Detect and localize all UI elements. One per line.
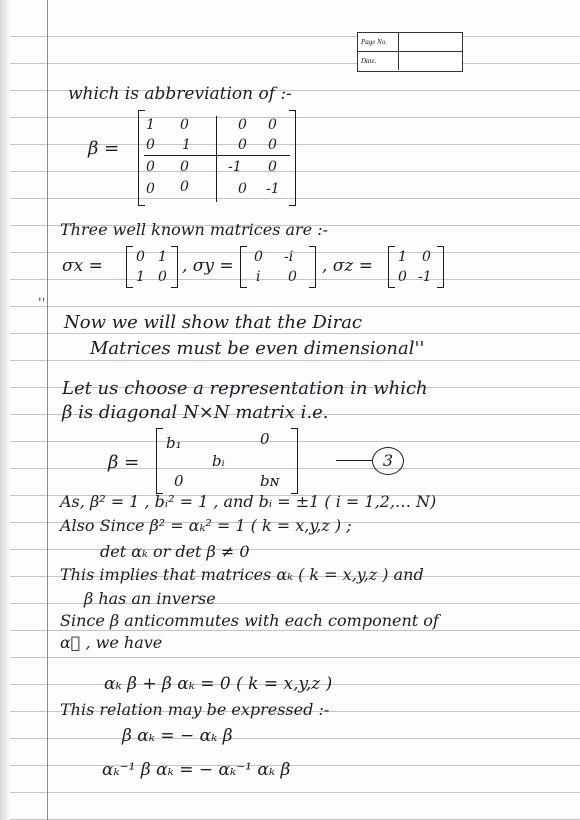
sigma-x-lhs: σx = [62,256,103,276]
matrix-cell: 0 [146,181,155,197]
beta-matrix-lhs: β = [88,138,120,159]
matrix-cell: 0 [146,137,155,153]
zero-upper: 0 [260,430,270,448]
matrix-cell: 0 [146,159,155,175]
margin-line [47,0,48,820]
quote-mark: '' [38,296,46,311]
matrix-cell: 0 [158,269,167,285]
matrix-cell: -1 [266,181,280,197]
block-divider-vertical [216,116,217,202]
matrix-cell: 0 [398,269,407,285]
diag-entry-bn: bɴ [260,472,280,490]
matrix-cell: 0 [238,137,247,153]
page-number-label: Page No. [361,38,388,46]
matrix-cell: -1 [228,159,242,175]
matrix-cell: 1 [158,249,167,265]
sigma-y-lhs: , σy = [182,256,234,276]
right-bracket [309,246,316,288]
equation-beta-alpha: β αₖ = − αₖ β [122,726,233,746]
page-edge-shadow [0,0,10,820]
matrix-cell: -i [284,249,294,265]
line-also: Also Since β² = αₖ² = 1 ( k = x,y,z ) ; [60,516,352,535]
line-pauli-intro: Three well known matrices are :- [60,220,329,239]
date-label: Date. [361,57,377,65]
line-representation-2: β is diagonal N×N matrix i.e. [62,402,329,423]
equation-anticommutation: αₖ β + β αₖ = 0 ( k = x,y,z ) [104,674,333,694]
left-bracket [156,428,163,494]
matrix-cell: 0 [180,117,189,133]
matrix-cell: 0 [238,181,247,197]
matrix-cell: 1 [182,137,191,153]
sigma-y-matrix [240,246,316,288]
line-we-have: α⃗ , we have [60,633,163,652]
matrix-cell: 0 [288,269,297,285]
line-inverse: β has an inverse [84,589,216,608]
diag-matrix-lhs: β = [108,452,140,473]
matrix-cell: 1 [136,269,145,285]
zero-lower: 0 [174,472,184,490]
date-divider [398,52,399,70]
line-det: det αₖ or det β ≠ 0 [100,542,250,561]
matrix-cell: 0 [254,249,263,265]
matrix-cell: -1 [418,269,432,285]
right-bracket [289,110,296,206]
page-number-divider [398,33,399,51]
line-implies: This implies that matrices αₖ ( k = x,y,z ) and [60,565,424,584]
date-row [358,52,462,70]
matrix-cell: i [256,269,261,285]
matrix-cell: 0 [268,159,277,175]
block-divider-horizontal [144,155,290,156]
diag-entry-bi: bᵢ [212,452,225,470]
equation-dash [336,460,372,461]
line-as: As, β² = 1 , bᵢ² = 1 , and bᵢ = ±1 ( i = 1,2,… N) [60,492,437,511]
page-date-box [357,32,463,72]
matrix-cell: 1 [146,117,155,133]
right-bracket [437,246,444,288]
matrix-cell: 0 [268,117,277,133]
diagonal-matrix [156,428,298,494]
right-bracket [171,246,178,288]
sigma-x-matrix [126,246,178,288]
matrix-cell: 0 [238,117,247,133]
page-number-row [358,33,462,52]
line-since: Since β anticommutes with each component of [60,611,439,630]
left-bracket [126,246,133,288]
matrix-cell: 0 [422,249,431,265]
line-dirac-1: Now we will show that the Dirac [64,312,363,333]
left-bracket [138,110,145,206]
equation-number: 3 [372,447,404,475]
left-bracket [388,246,395,288]
line-relation: This relation may be expressed :- [60,700,330,719]
line-abbreviation: which is abbreviation of :- [68,84,292,104]
matrix-cell: 0 [268,137,277,153]
line-dirac-2: Matrices must be even dimensional'' [90,338,425,359]
diag-entry-b1: b₁ [166,434,182,452]
matrix-cell: 1 [398,249,407,265]
matrix-cell: 0 [136,249,145,265]
sigma-z-matrix [388,246,444,288]
matrix-cell: 0 [180,179,189,195]
equation-inverse: αₖ⁻¹ β αₖ = − αₖ⁻¹ αₖ β [102,760,291,780]
sigma-z-lhs: , σz = [322,256,374,276]
right-bracket [291,428,298,494]
beta-matrix [138,110,296,206]
matrix-cell: 0 [180,159,189,175]
line-representation-1: Let us choose a representation in which [62,378,428,399]
left-bracket [240,246,247,288]
